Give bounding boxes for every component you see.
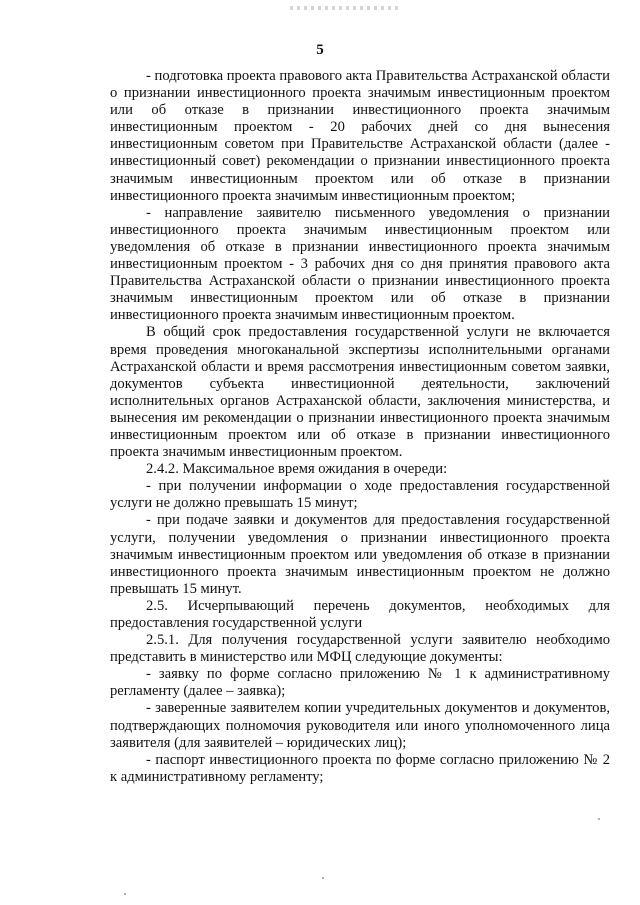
scan-speck	[322, 877, 324, 879]
document-body	[110, 68, 610, 786]
paragraph: 2.4.2. Максимальное время ожидания в очереди:	[146, 461, 448, 478]
paragraph: - паспорт инвестиционного проекта по форме согласно приложению № 2 к административному регламенту;	[110, 751, 610, 785]
paragraph: - направление заявителю письменного уведомления о признании инвестиционного проекта значимым инвестиционным проектом или уведомления об отказе в признании инвестиционного проекта значимым инвестиционным проектом - 3 рабочих дня со дня принятия правового акта Правительства Астраханской области о признании инвестиционного проекта значимым инвестиционным проектом или об отказе в признании инвестиционного проекта значимым инвестиционным проектом.	[110, 204, 610, 324]
paragraph: - подготовка проекта правового акта Правительства Астраханской области о признании инвестиционного проекта значимым инвестиционным проектом или об отказе в признании инвестиционного проекта значимым инвестиционным проектом - 20 рабочих дней со дня вынесения инвестиционным советом при Правительстве Астраханской области (далее - инвестиционный совет) рекомендации о признании инвестиционного проекта значимым инвестиционным проектом или об отказе в признании инвестиционного проекта значимым инвестиционным проектом;	[110, 68, 610, 204]
paragraph: - заявку по форме согласно приложению № 1 к административному регламенту (далее – заявка);	[110, 666, 610, 700]
scan-speck	[598, 818, 600, 820]
paragraph: - при получении информации о ходе предоставления государственной услуги не должно превышать 15 минут;	[110, 478, 610, 512]
scan-artifact	[290, 6, 400, 10]
paragraph: В общий срок предоставления государственной услуги не включается время проведения многоканальной экспертизы исполнительными органами Астраханской области и время рассмотрения инвестиционным советом заявки, документов субъекта инвестиционной деятельности, заключений исполнительных органов Астраханской области, заключения министерства, и вынесения им рекомендации о признании инвестиционного проекта значимым инвестиционным проектом или об отказе в признании инвестиционного проекта значимым инвестиционным проектом.	[110, 324, 610, 461]
paragraph: 2.5.1. Для получения государственной услуги заявителю необходимо представить в министерство или МФЦ следующие документы:	[110, 632, 610, 666]
paragraph: 2.5. Исчерпывающий перечень документов, необходимых для предоставления государственной услуги	[110, 597, 610, 631]
scan-speck	[124, 893, 126, 895]
page-number: 5	[316, 42, 324, 58]
paragraph: - заверенные заявителем копии учредительных документов и документов, подтверждающих полномочия руководителя или иного уполномоченного лица заявителя (для заявителей – юридических лиц);	[110, 700, 610, 751]
paragraph: - при подаче заявки и документов для предоставления государственной услуги, получении уведомления о признании инвестиционного проекта значимым инвестиционным проектом или уведомления об отказе в признании инвестиционного проекта значимым инвестиционным проектом не должно превышать 15 минут.	[110, 512, 610, 597]
